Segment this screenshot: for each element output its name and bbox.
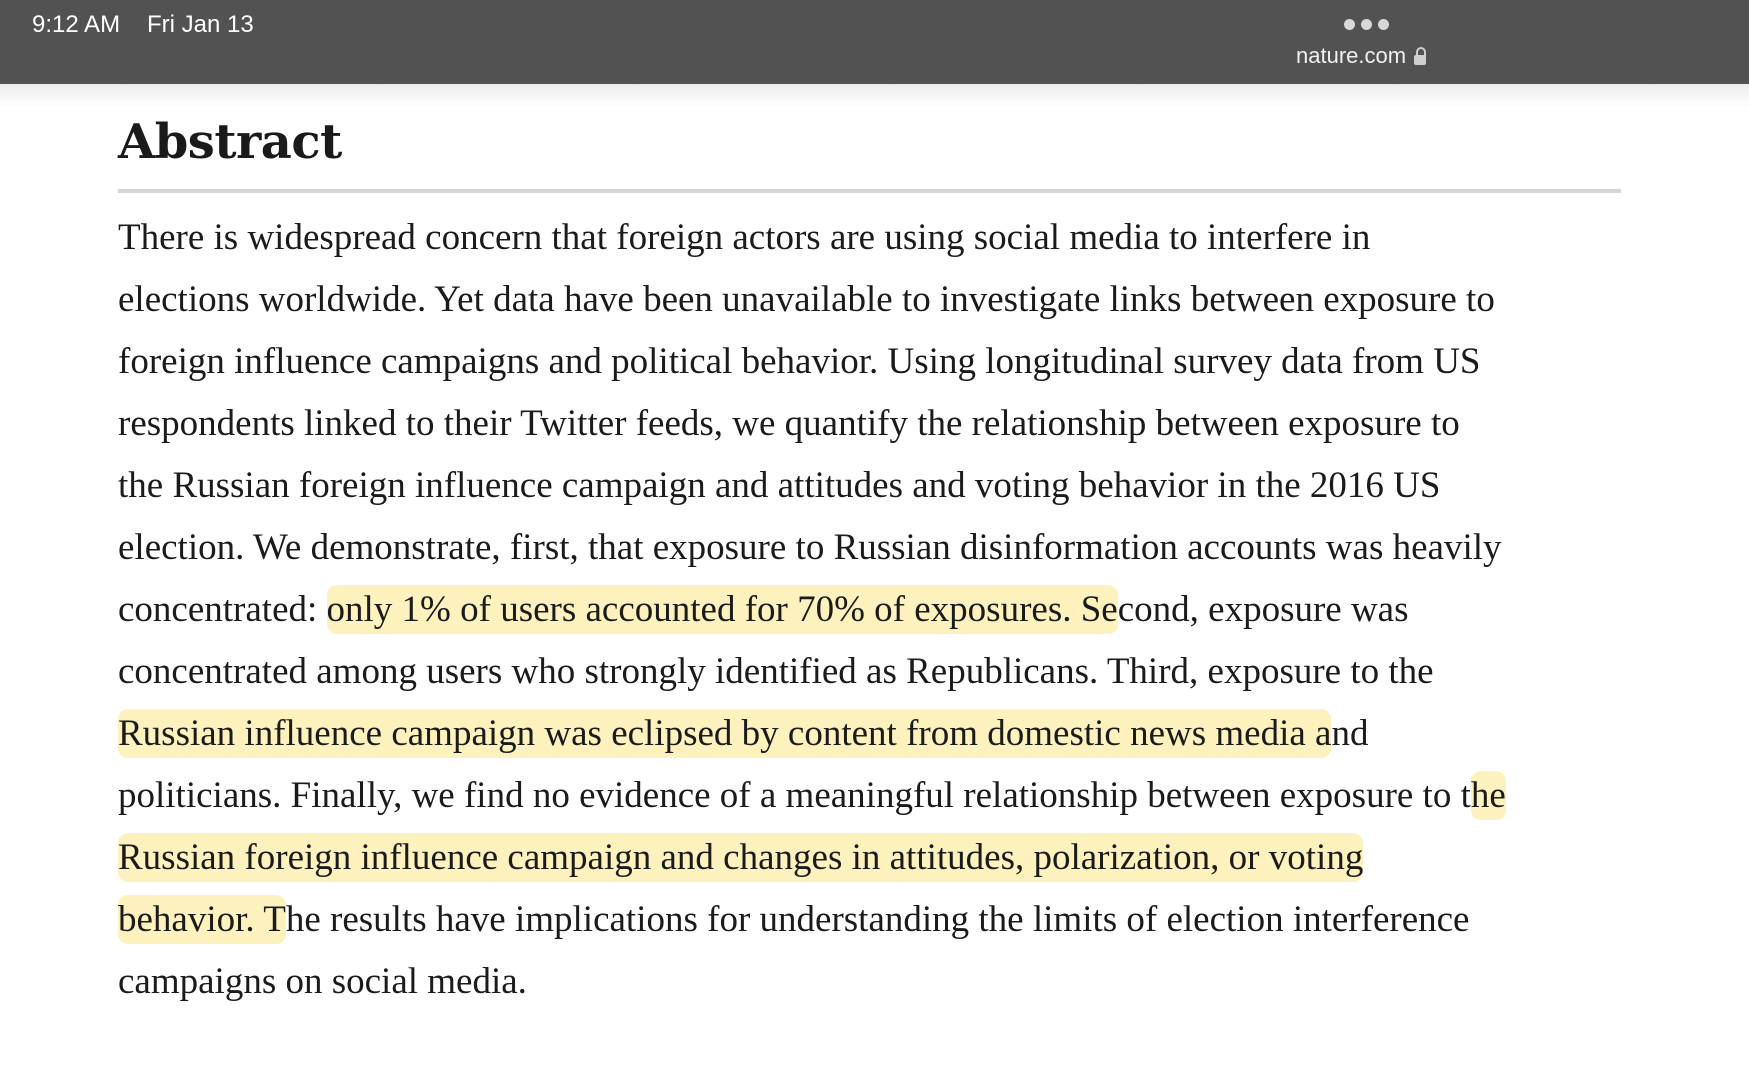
abstract-text-segment: concentrated among users who strongly identified as Republicans. Third, exposure to the: [118, 651, 1434, 692]
abstract-line: [118, 889, 1638, 951]
abstract-line: [118, 579, 1638, 641]
abstract-text-segment: respondents linked to their Twitter feeds, we quantify the relationship between exposure to: [118, 403, 1460, 444]
abstract-text-segment: campaigns on social media.: [118, 961, 527, 1002]
abstract-text-segment: he results have implications for understanding the limits of election interference: [285, 899, 1470, 940]
abstract-line: [118, 641, 1638, 703]
abstract-text-segment: cond, exposure was: [1117, 589, 1409, 630]
abstract-line: [118, 827, 1638, 889]
abstract-line: [118, 207, 1638, 269]
more-dots-icon[interactable]: [1344, 19, 1390, 31]
abstract-text-segment: the Russian foreign influence campaign and attitudes and voting behavior in the 2016 US: [118, 465, 1441, 506]
address-bar[interactable]: [1296, 42, 1426, 70]
highlighted-text: only 1% of users accounted for 70% of exposures. Se: [327, 585, 1118, 634]
abstract-text-segment: politicians. Finally, we find no evidence of a meaningful relationship between exposure to t: [118, 775, 1471, 816]
abstract-text-segment: foreign influence campaigns and political behavior. Using longitudinal survey data from US: [118, 341, 1481, 382]
section-heading: Abstract: [118, 114, 342, 170]
abstract-line: [118, 331, 1638, 393]
highlighted-text: he: [1471, 771, 1506, 820]
highlighted-text: Russian influence campaign was eclipsed by content from domestic news media a: [118, 709, 1331, 758]
abstract-text-segment: nd: [1331, 713, 1369, 754]
status-date: Fri Jan 13: [147, 11, 254, 38]
highlighted-text: behavior. T: [118, 895, 286, 944]
status-time: 9:12 AM: [32, 11, 121, 38]
abstract-text-segment: election. We demonstrate, first, that exposure to Russian disinformation accounts was heavily: [118, 527, 1502, 568]
abstract-text-segment: concentrated:: [118, 589, 327, 630]
abstract-line: [118, 517, 1638, 579]
abstract-line: [118, 269, 1638, 331]
abstract-text: [118, 207, 1638, 1013]
abstract-text-segment: There is widespread concern that foreign actors are using social media to interfere in: [118, 217, 1371, 258]
status-bar: [0, 0, 1749, 84]
heading-divider: [118, 189, 1621, 193]
abstract-text-segment: elections worldwide. Yet data have been unavailable to investigate links between exposure to: [118, 279, 1495, 320]
abstract-line: [118, 393, 1638, 455]
highlighted-text: Russian foreign influence campaign and changes in attitudes, polarization, or voting: [118, 833, 1363, 882]
abstract-line: [118, 765, 1638, 827]
abstract-line: [118, 455, 1638, 517]
abstract-line: [118, 703, 1638, 765]
toolbar-shadow: [0, 84, 1749, 108]
abstract-line: [118, 951, 1638, 1013]
url-text: nature.com: [1296, 43, 1407, 68]
lock-icon: [1414, 47, 1426, 65]
